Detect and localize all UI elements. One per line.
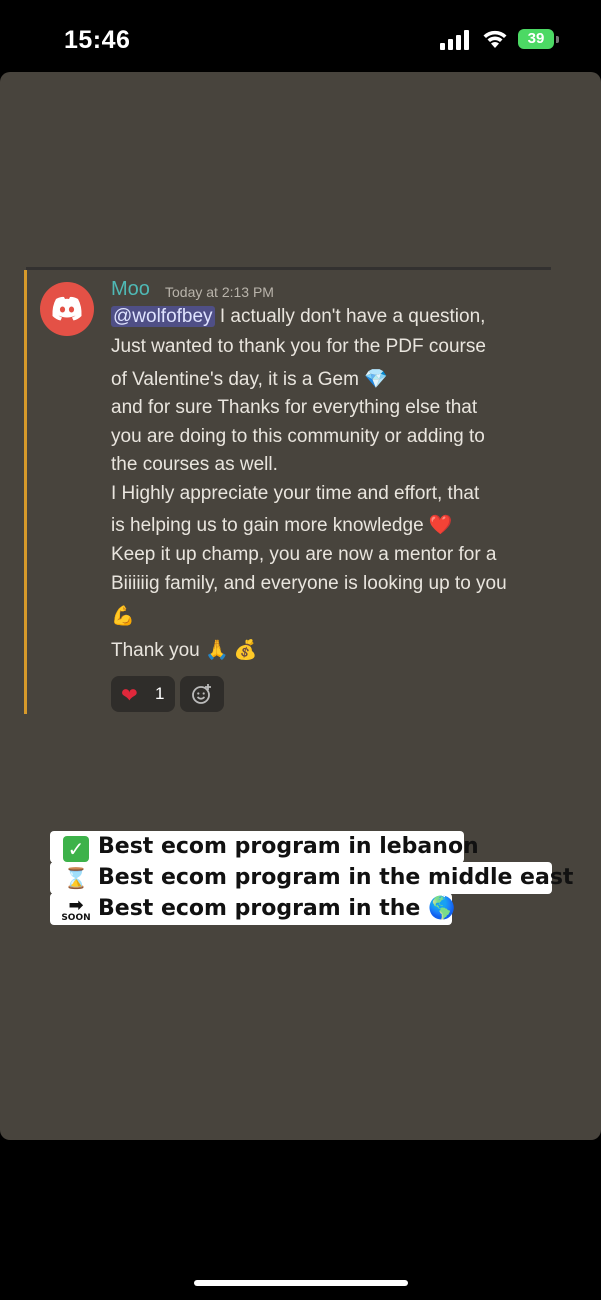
message-highlight-bar: [24, 270, 27, 714]
avatar[interactable]: [40, 282, 94, 336]
cellular-signal-icon: [440, 30, 472, 50]
battery-tip: [556, 36, 559, 43]
message-text: I actually don't have a question,: [214, 306, 486, 327]
heart-icon: ❤: [121, 685, 138, 707]
user-mention[interactable]: @wolfofbey: [113, 306, 213, 327]
soon-arrow-icon: ➡ SOON: [61, 894, 91, 923]
message-line: of Valentine's day, it is a Gem 💎: [111, 369, 388, 390]
message-line: [111, 306, 485, 328]
wifi-icon: [481, 28, 509, 50]
message-divider: [26, 267, 551, 270]
message-line: Thank you 🙏 💰: [111, 640, 258, 661]
caption-text: Best ecom program in lebanon: [98, 834, 479, 859]
caption-line-1: [50, 831, 479, 863]
caption-text: Best ecom program in the 🌎: [98, 896, 456, 921]
message-line: and for sure Thanks for everything else that: [111, 397, 478, 418]
home-indicator[interactable]: [194, 1280, 408, 1286]
message-line: 💪: [111, 606, 135, 627]
battery-indicator: [518, 29, 560, 51]
add-emoji-icon: [191, 683, 213, 705]
message-line: the courses as well.: [111, 454, 278, 475]
message-line: Keep it up champ, you are now a mentor for a: [111, 544, 497, 565]
reaction-count: 1: [155, 684, 165, 703]
status-time: 15:46: [64, 26, 131, 54]
message-line: Just wanted to thank you for the PDF course: [111, 336, 486, 357]
message-username[interactable]: Moo: [111, 278, 150, 300]
message-line: you are doing to this community or adding to: [111, 426, 485, 447]
message-line: I Highly appreciate your time and effort, that: [111, 483, 480, 504]
hourglass-icon: ⌛: [63, 866, 89, 890]
caption-line-2: [50, 862, 574, 894]
message-line: is helping us to gain more knowledge ❤️: [111, 515, 453, 536]
caption-line-3: [50, 893, 456, 925]
add-reaction-button[interactable]: [180, 676, 224, 712]
video-frame[interactable]: [0, 72, 601, 1140]
battery-percent: 39: [518, 29, 554, 49]
caption-text: Best ecom program in the middle east: [98, 865, 574, 890]
heart-reaction-button[interactable]: [111, 676, 175, 712]
soon-label: SOON: [61, 912, 91, 923]
message-line: Biiiiiig family, and everyone is looking up to you: [111, 573, 507, 594]
check-mark-button-icon: ✓: [58, 831, 94, 863]
discord-logo-icon: [51, 296, 83, 322]
status-bar: [0, 0, 601, 72]
message-timestamp: Today at 2:13 PM: [165, 284, 274, 300]
